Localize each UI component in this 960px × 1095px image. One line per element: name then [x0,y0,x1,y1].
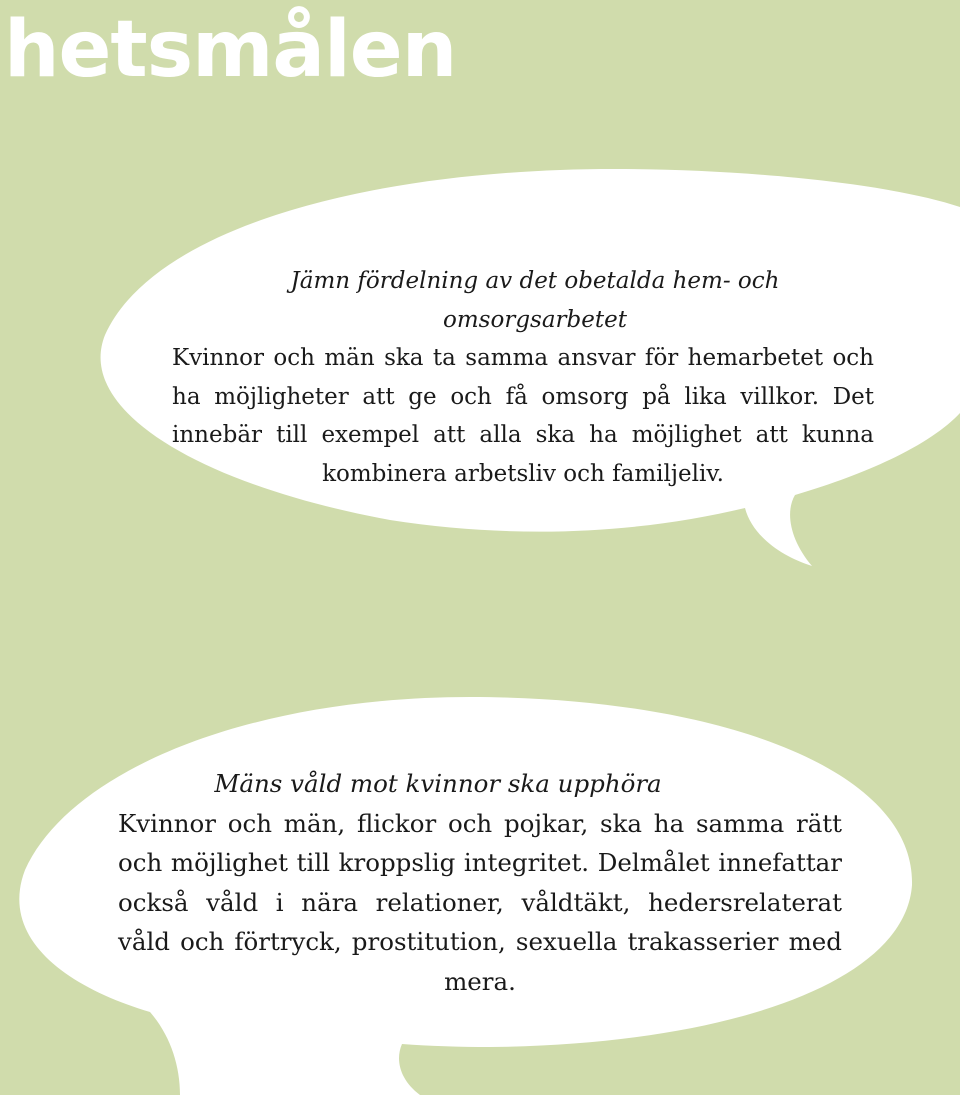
goal-block-1 [172,262,874,493]
goal-block-2 [118,764,842,1001]
goal-title-1: Jämn fördelning av det obetalda hem- och omsorgsarbetet [290,268,780,333]
goal-body-2: Kvinnor och män, flickor och pojkar, ska ha samma rätt och möjlighet till kroppslig integritet. Delmålet innefattar också våld i nära relationer, våldtäkt, hedersrelaterat våld och förtryck, prostitution, sexuella trakasserier med mera. [118,808,842,996]
page-heading: hetsmålen [4,5,457,95]
goal-title-2: Mäns våld mot kvinnor ska upphöra [214,769,662,798]
goal-body-1: Kvinnor och män ska ta samma ansvar för hemarbetet och ha möjligheter att ge och få omsorg på lika villkor. Det innebär till exempel att alla ska ha möjlighet att kunna kombinera arbetsliv och familjeliv. [172,345,874,487]
